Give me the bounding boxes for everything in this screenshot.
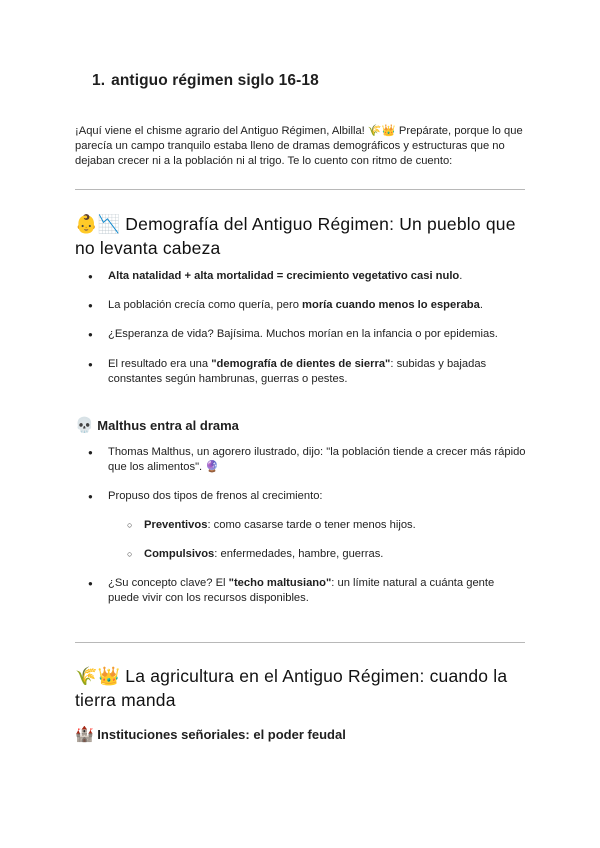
bullet-text: El resultado era una (108, 358, 212, 370)
section-demografia-title: Demografía del Antiguo Régimen: Un pueblo que no levanta cabeza (75, 214, 516, 258)
bullet-text: : como casarse tarde o tener menos hijos. (207, 519, 416, 531)
bullet-text: Thomas Malthus, un agorero ilustrado, dijo: "la población tiende a crecer más rápido que los alimentos". (108, 446, 526, 474)
section-instituciones-title: Instituciones señoriales: el poder feudal (93, 727, 346, 742)
bullet-bold: Compulsivos (144, 548, 215, 560)
wheat-crown-emoji-icon: 🌾👑 (367, 125, 396, 137)
divider-1 (75, 189, 525, 190)
bullet-bold: Preventivos (144, 519, 208, 531)
section-agricultura-heading (75, 664, 530, 712)
section-malthus-heading (75, 416, 239, 434)
heading-number: 1. (92, 72, 106, 89)
bullet-bold: "demografía de dientes de sierra" (211, 358, 391, 370)
list-item (108, 298, 528, 313)
castle-icon: 🏰 (75, 726, 94, 743)
bullet-text: : subidas y bajadas constantes según hambrunas, guerras o pestes. (108, 358, 487, 386)
intro-text-a: ¡Aquí viene el chisme agrario del Antiguo Régimen, Albilla! (75, 125, 368, 137)
section-demografia-heading (75, 212, 530, 260)
list-item (108, 327, 528, 342)
list-item (108, 269, 528, 284)
heading-1 (92, 72, 319, 90)
wheat-crown-icon: 🌾👑 (75, 666, 121, 686)
section-agricultura-title: La agricultura en el Antiguo Régimen: cuando la tierra manda (75, 666, 508, 710)
bullet-text: . (459, 270, 463, 282)
bullet-bold: moría cuando menos lo esperaba (302, 299, 480, 311)
baby-chart-down-icon: 👶📉 (75, 214, 121, 234)
list-item (108, 576, 528, 606)
bullet-bold: Alta natalidad + alta mortalidad = crecimiento vegetativo casi nulo (108, 270, 460, 282)
bullet-text: . (479, 299, 483, 311)
bullet-text: ¿Su concepto clave? El (108, 577, 229, 589)
heading-text: antiguo régimen siglo 16-18 (111, 72, 319, 89)
sub-list-item (144, 547, 524, 562)
section-malthus-title: Malthus entra al drama (93, 418, 239, 433)
bullet-text: ¿Esperanza de vida? Bajísima. Muchos morían en la infancia o por epidemias. (108, 328, 498, 340)
skull-icon: 💀 (75, 417, 94, 434)
list-item (108, 357, 528, 387)
intro-paragraph (75, 124, 525, 170)
intro-text-b: Prepárate, porque lo que parecía un campo tranquilo estaba lleno de dramas demográficos y estructuras que no dejaban crecer ni a la población ni al trigo. Te lo cuento con ritmo de cuento: (75, 125, 523, 168)
crystal-ball-icon: 🔮 (205, 461, 220, 474)
bullet-text: : un límite natural a cuánta gente puede vivir con los recursos disponibles. (108, 577, 495, 605)
section-instituciones-heading (75, 725, 346, 743)
bullet-text: La población crecía como quería, pero (108, 299, 303, 311)
divider-2 (75, 642, 525, 643)
bullet-text: Propuso dos tipos de frenos al crecimiento: (108, 490, 323, 502)
list-item (108, 445, 528, 475)
bullet-bold: "techo maltusiano" (228, 577, 332, 589)
list-item (108, 489, 528, 504)
bullet-text: : enfermedades, hambre, guerras. (214, 548, 384, 560)
sub-list-item (144, 518, 524, 533)
